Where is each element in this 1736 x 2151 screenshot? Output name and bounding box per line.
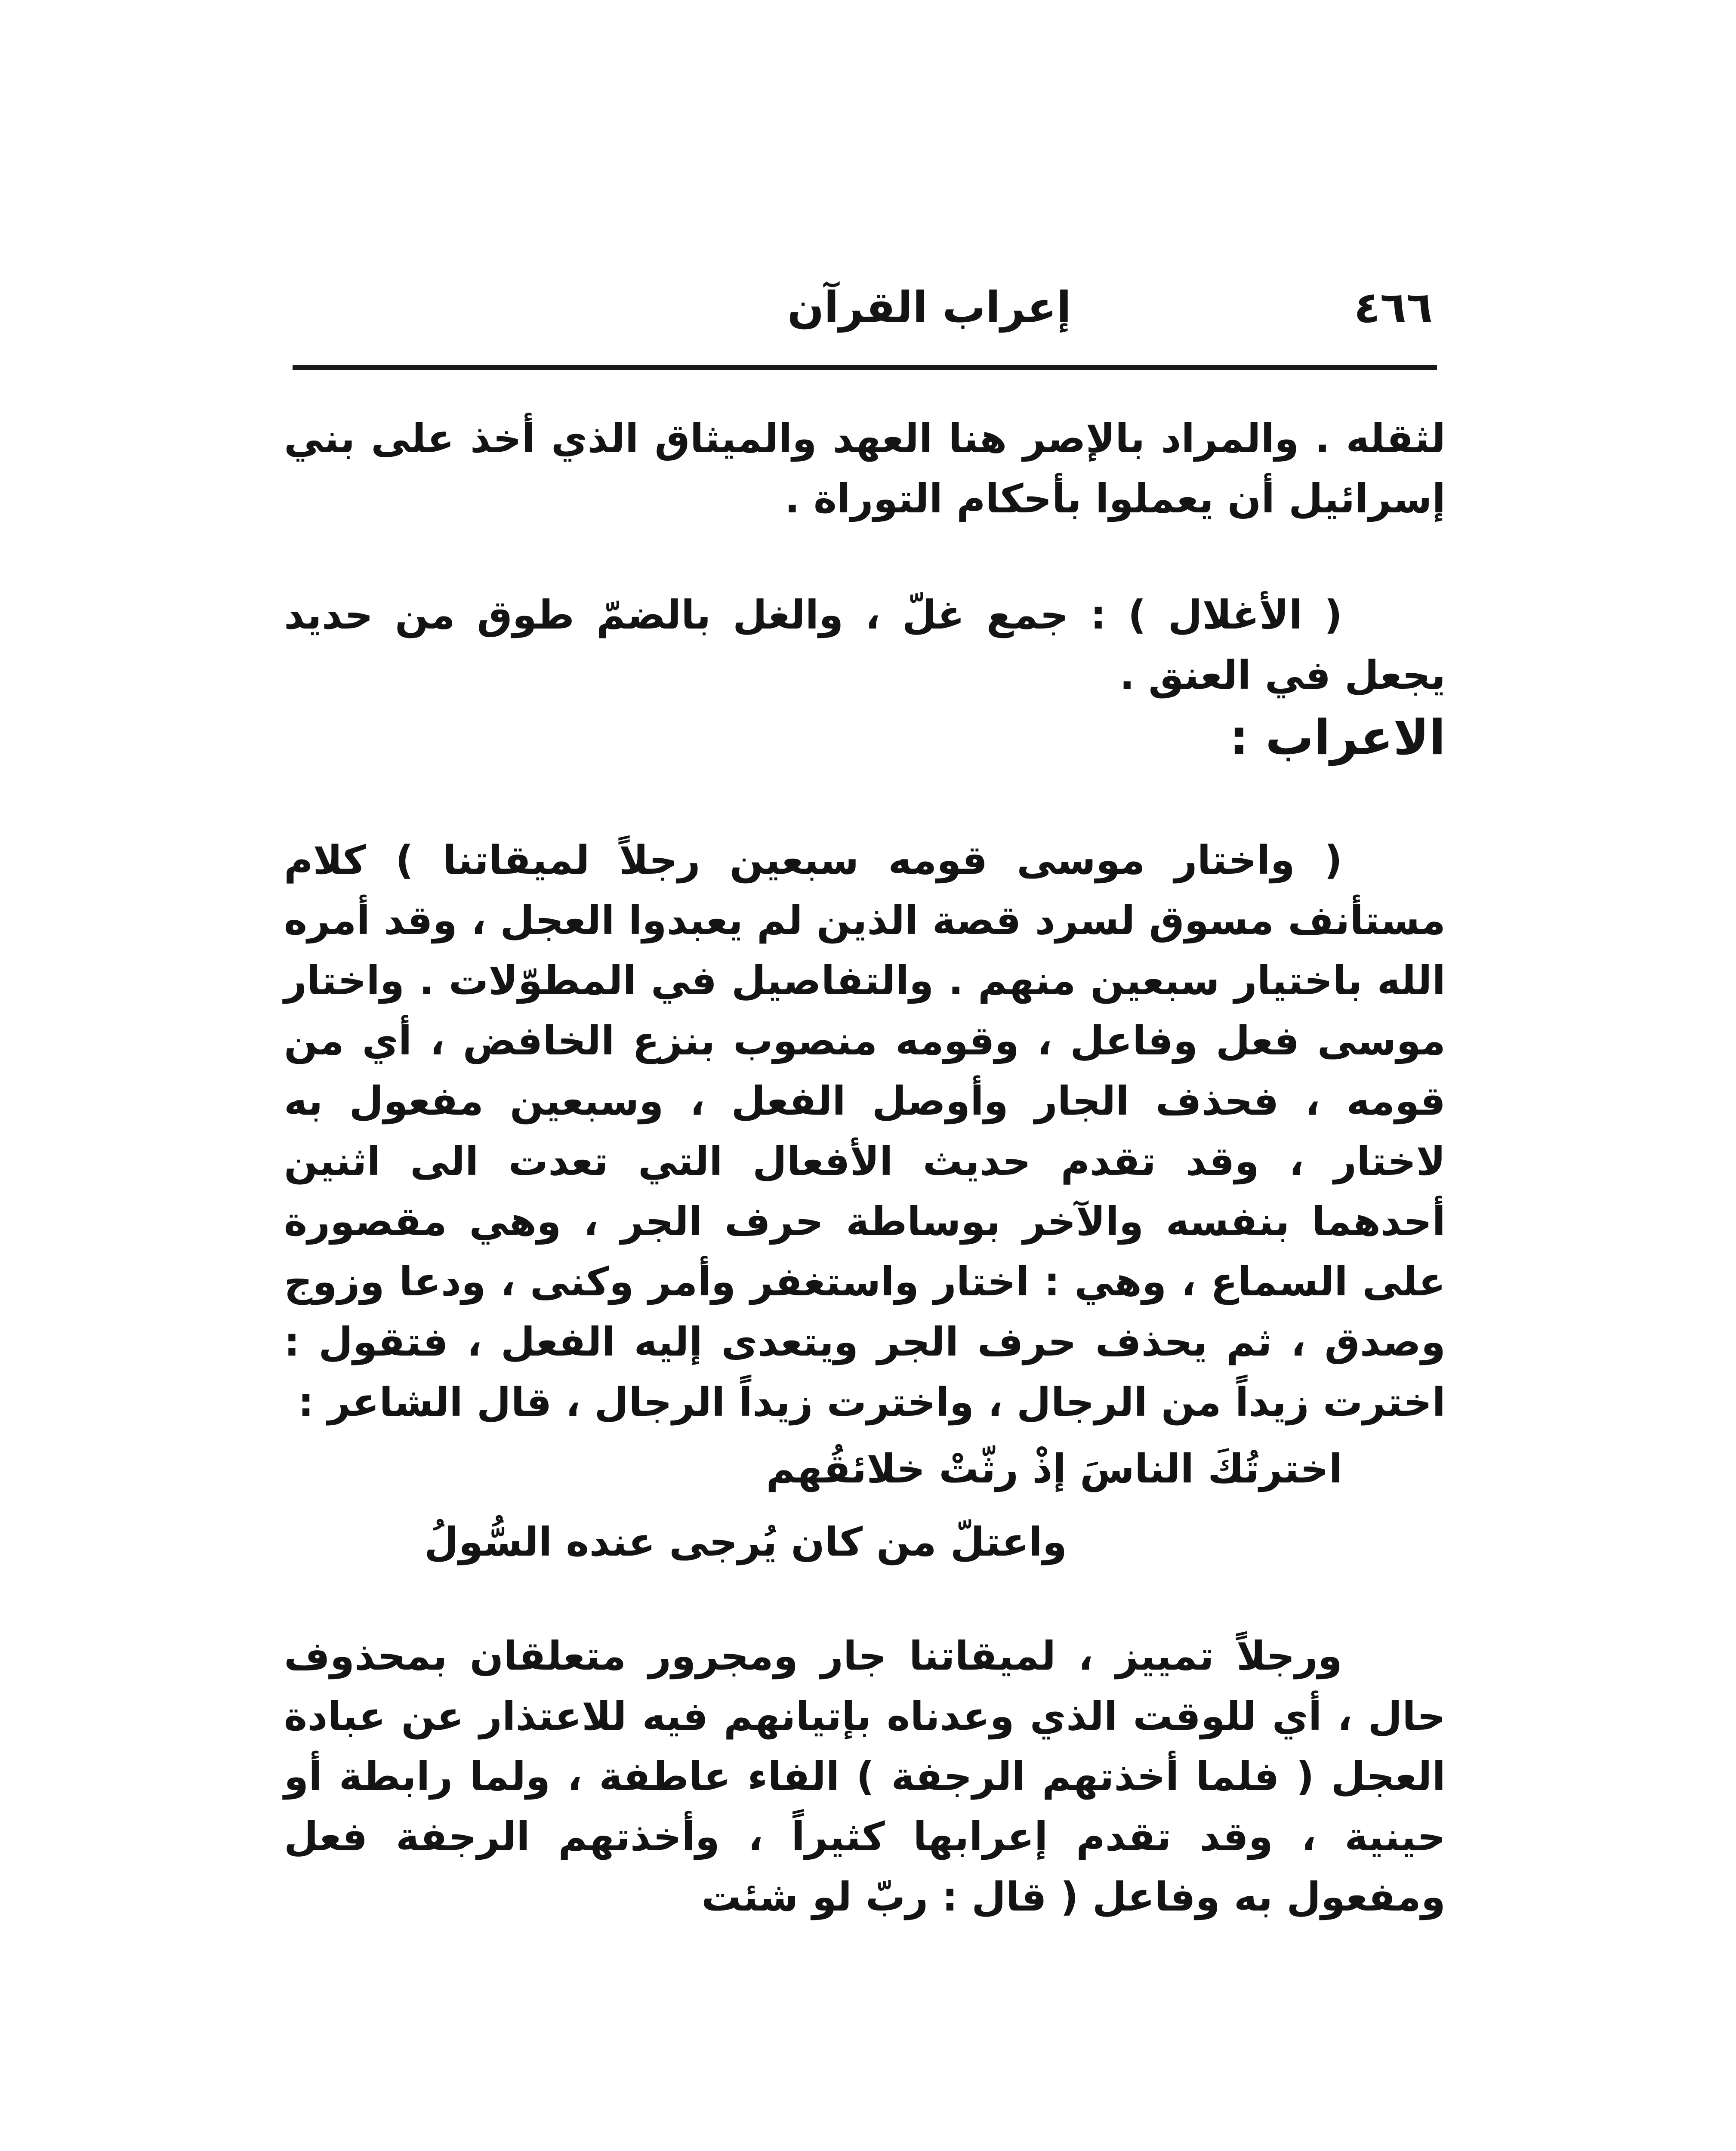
page-body — [284, 409, 1446, 1927]
page-header — [297, 275, 1433, 340]
header-rule — [293, 365, 1437, 370]
paragraph-irab-main: ( واختار موسى قومه سبعين رجلاً لميقاتنا ) كلام مستأنف مسوق لسرد قصة الذين لم يعبدوا العجل ، وقد أمره الله باختيار سبعين منهم . والتفاصيل في المطوّلات . واختار موسى فعل وفاعل ، وقومه منصوب بنزع الخافض ، أي من قومه ، فحذف الجار وأوصل الفعل ، وسبعين مفعول به لاختار ، وقد تقدم حديث الأفعال التي تعدت الى اثنين أحدهما بنفسه والآخر بوساطة حرف الجر ، وهي مقصورة على السماع ، وهي : اختار واستغفر وأمر وكنى ، ودعا وزوج وصدق ، ثم يحذف حرف الجر ويتعدى إليه الفعل ، فتقول : اخترت زيداً من الرجال ، واخترت زيداً الرجال ، قال الشاعر : — [284, 837, 1446, 1425]
page-number: ٤٦٦ — [1354, 282, 1433, 333]
section-heading-irab: الاعراب : — [1229, 710, 1446, 766]
paragraph-irab-continued: ورجلاً تمييز ، لميقاتنا جار ومجرور متعلقان بمحذوف حال ، أي للوقت الذي وعدناه بإتيانهم فيه للاعتذار عن عبادة العجل ( فلما أخذتهم الرجفة ) الفاء عاطفة ، ولما رابطة أو حينية ، وقد تقدم إعرابها كثيراً ، وأخذتهم الرجفة فعل ومفعول به وفاعل ( قال : ربّ لو شئت — [284, 1633, 1446, 1920]
paragraph-aghlal-definition: ( الأغلال ) : جمع غلّ ، والغل بالضمّ طوق من حديد يجعل في العنق . — [284, 592, 1446, 698]
paragraph-isr-definition: لثقله . والمراد بالإصر هنا العهد والميثاق الذي أخذ على بني إسرائيل أن يعملوا بأحكام التوراة . — [284, 416, 1446, 522]
poem-verse-first-hemistich: اخترتُكَ الناسَ إذْ رثّتْ خلائقُهم — [766, 1446, 1342, 1492]
poem-verse-second-hemistich: واعتلّ من كان يُرجى عنده السُّولُ — [424, 1519, 1067, 1565]
running-title: إعراب القرآن — [787, 282, 1071, 333]
